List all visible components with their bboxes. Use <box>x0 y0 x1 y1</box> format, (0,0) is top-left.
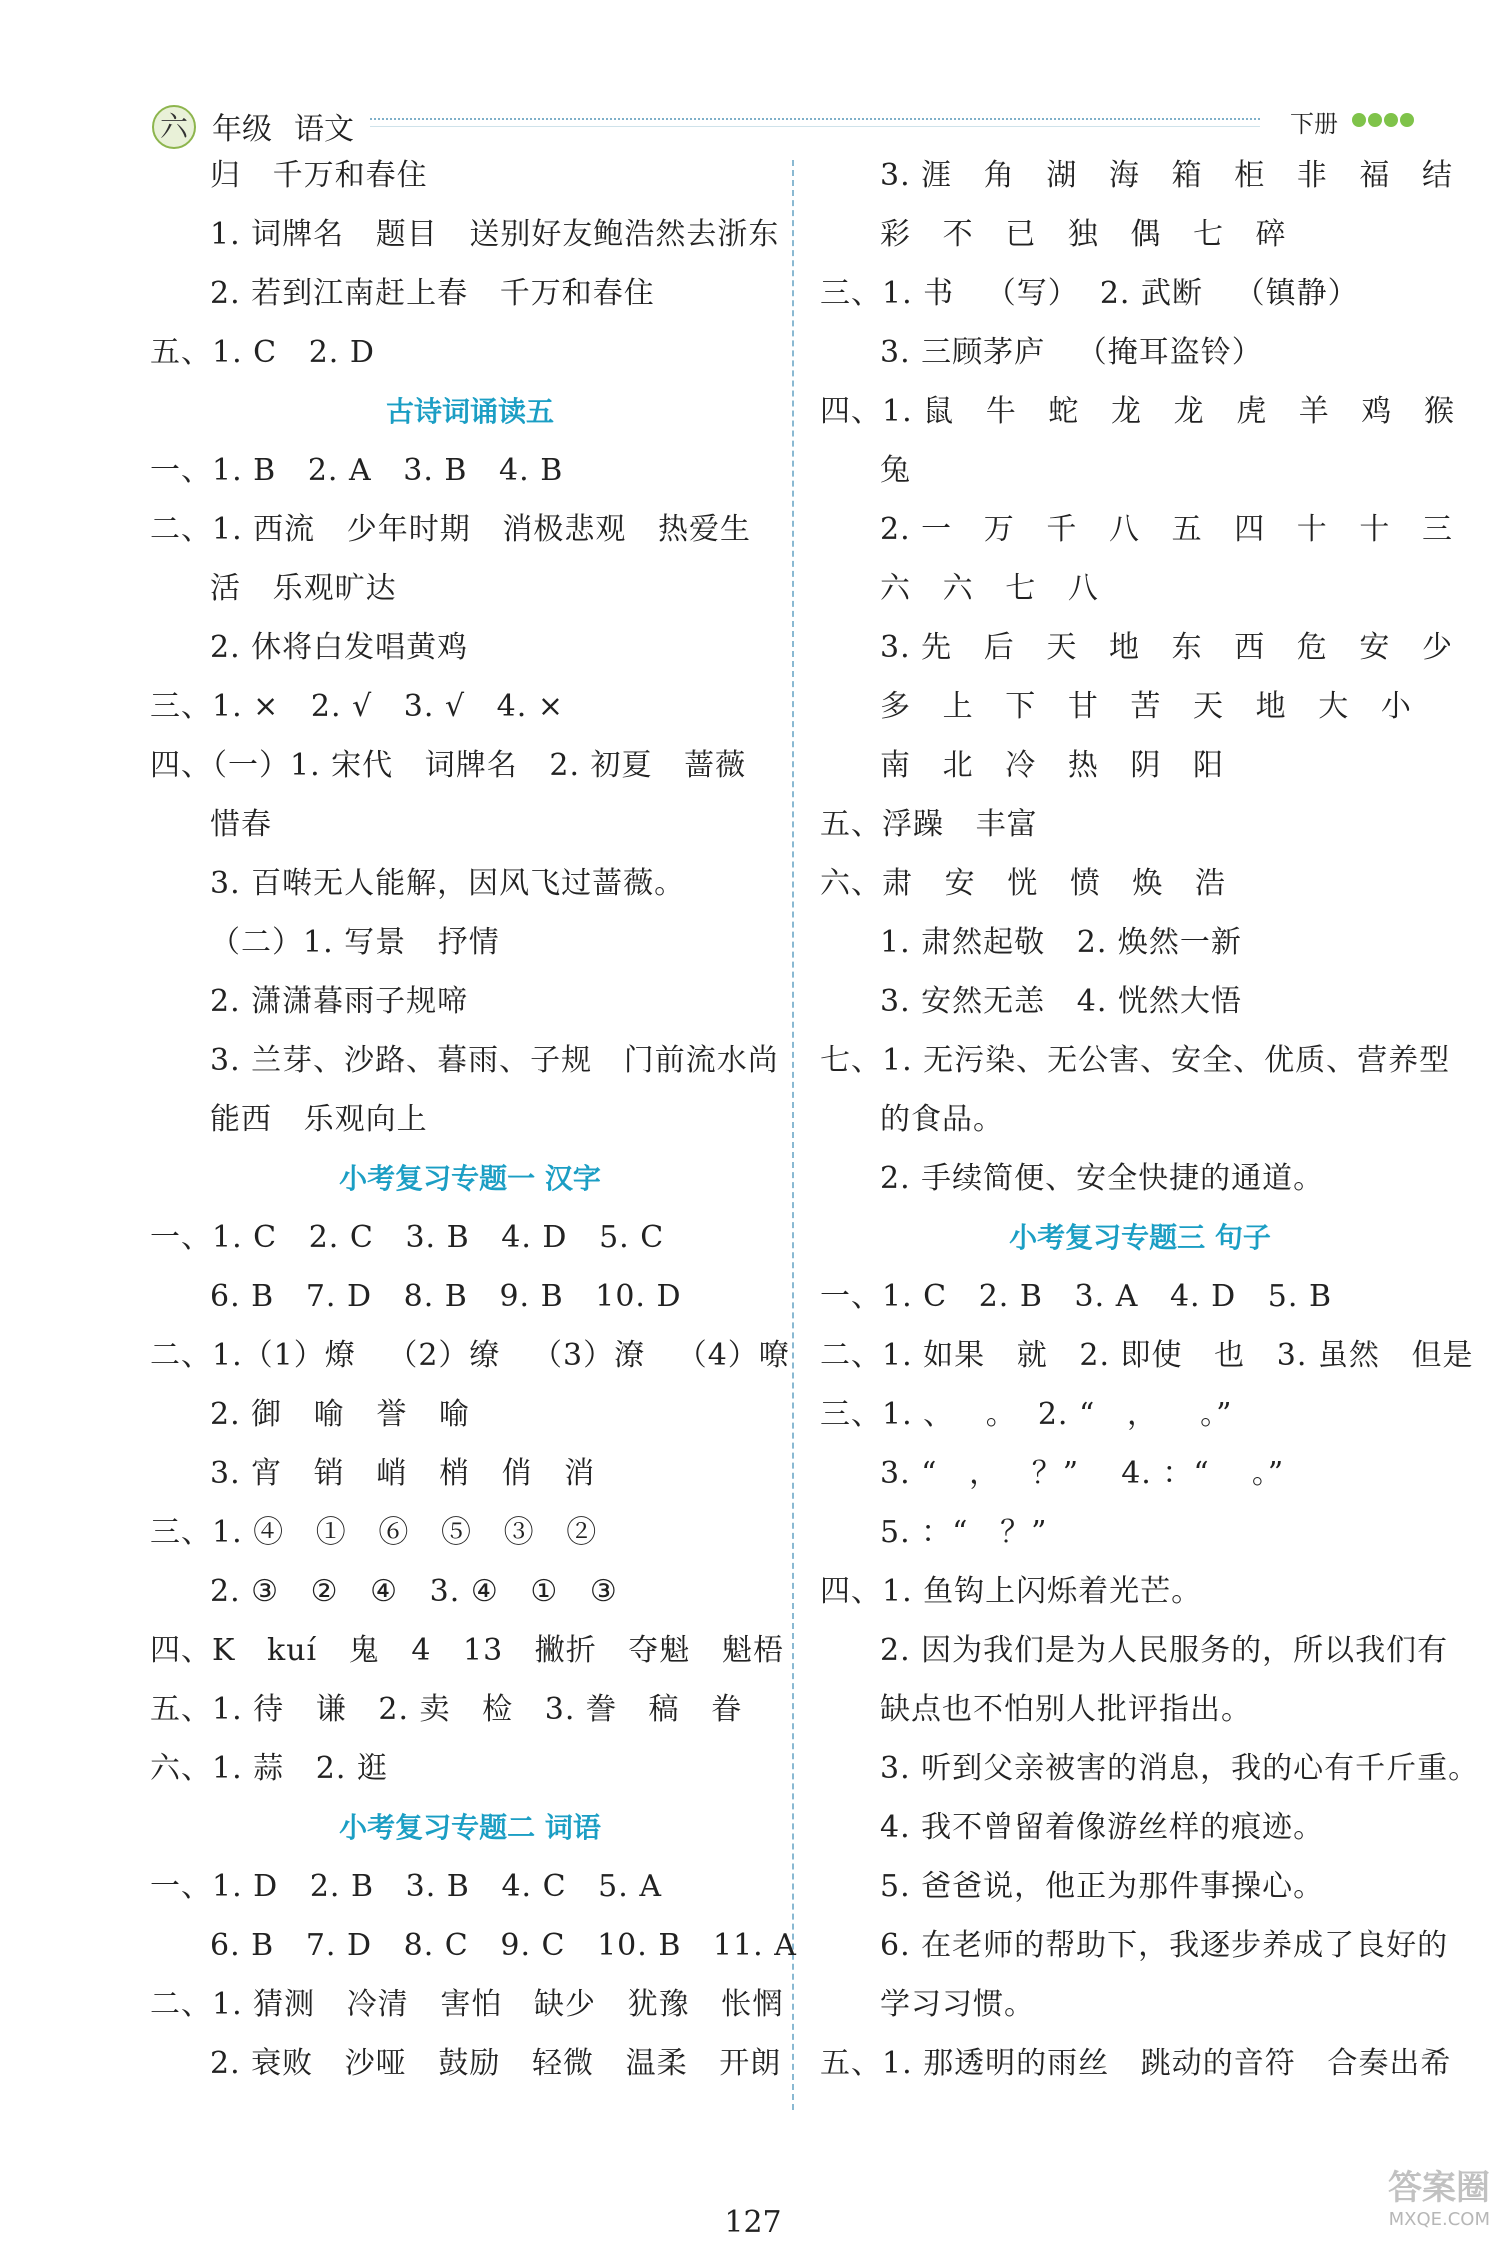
answer-line: 四、K kuí 鬼 4 13 撇折 夺魁 魁梧 <box>150 1633 785 1668</box>
answer-line: 四、1. 鼠 牛 蛇 龙 龙 虎 羊 鸡 猴 <box>820 394 1456 429</box>
answer-line: 2. 若到江南赶上春 千万和春住 <box>210 276 655 311</box>
answer-line: 兔 <box>880 453 911 488</box>
answer-line: 2. ③ ② ④ 3. ④ ① ③ <box>210 1574 618 1609</box>
answer-line: 3. 三顾茅庐 （掩耳盗铃） <box>880 335 1263 370</box>
watermark-logo <box>1270 2160 1490 2240</box>
answer-line: 二、1. 如果 就 2. 即使 也 3. 虽然 但是 <box>820 1338 1474 1373</box>
header-dot <box>1400 113 1414 127</box>
answer-line: 3. 宵 销 峭 梢 俏 消 <box>210 1456 596 1491</box>
right-column <box>820 146 1480 2093</box>
answer-line: 6. 在老师的帮助下，我逐步养成了良好的 <box>880 1928 1449 1963</box>
answer-line: 6. B 7. D 8. B 9. B 10. D <box>210 1279 682 1314</box>
subject-label: 语文 <box>294 112 354 147</box>
answer-line: 四、（一）1. 宋代 词牌名 2. 初夏 蔷薇 <box>150 748 747 783</box>
answer-line: 能西 乐观向上 <box>210 1102 428 1137</box>
answer-line: 的食品。 <box>880 1102 1004 1137</box>
answer-line: 3. 涯 角 湖 海 箱 柜 非 福 结 <box>880 158 1454 193</box>
answer-line: 二、1.（1）燎 （2）缭 （3）潦 （4）嘹 <box>150 1338 790 1373</box>
answer-line: 2. 手续简便、安全快捷的通道。 <box>880 1161 1325 1196</box>
section-heading: 古诗词诵读五 <box>385 395 554 428</box>
answer-line: 六、肃 安 恍 愤 焕 浩 <box>820 866 1227 901</box>
answer-line: 1. 肃然起敬 2. 焕然一新 <box>880 925 1242 960</box>
answer-line: 二、1. 西流 少年时期 消极悲观 热爱生 <box>150 512 751 547</box>
answer-line: 一、1. B 2. A 3. B 4. B <box>150 453 564 488</box>
answer-line: 三、1. × 2. √ 3. √ 4. × <box>150 689 564 724</box>
answer-line: 六 六 七 八 <box>880 571 1099 606</box>
answer-line: 2. 潇潇暮雨子规啼 <box>210 984 469 1019</box>
header-dot <box>1368 113 1382 127</box>
answer-line: 七、1. 无污染、无公害、安全、优质、营养型 <box>820 1043 1451 1078</box>
header-dot <box>1384 113 1398 127</box>
answer-line: 六、1. 蒜 2. 逛 <box>150 1751 388 1786</box>
answer-line: 五、浮躁 丰富 <box>820 807 1038 842</box>
answer-line: 三、1. 书 （写） 2. 武断 （镇静） <box>820 276 1359 311</box>
answer-line: 3. 兰芽、沙路、暮雨、子规 门前流水尚 <box>210 1043 779 1078</box>
header-rule-secondary <box>370 126 1260 127</box>
answer-line: 彩 不 已 独 偶 七 碎 <box>880 217 1287 252</box>
answer-line: 归 千万和春住 <box>210 158 428 193</box>
grade-badge: 六 <box>152 105 196 149</box>
answer-line: 5. ：“ ？” <box>880 1515 1048 1550</box>
answer-line: 四、1. 鱼钩上闪烁着光芒。 <box>820 1574 1203 1609</box>
header-rule <box>370 118 1260 120</box>
header-dots <box>1352 112 1416 131</box>
answer-line: 多 上 下 甘 苦 天 地 大 小 <box>880 689 1412 724</box>
answer-line: 3. “ ， ？” 4. ：“ 。” <box>880 1456 1285 1491</box>
left-column <box>150 146 797 2093</box>
answer-line: 惜春 <box>210 807 272 842</box>
page-number: 127 <box>724 2205 782 2240</box>
answer-line: 一、1. C 2. B 3. A 4. D 5. B <box>820 1279 1332 1314</box>
answer-line: 三、1. ④ ① ⑥ ⑤ ③ ② <box>150 1515 598 1550</box>
header-dot <box>1352 113 1366 127</box>
watermark-url: MXQE.COM <box>1388 2209 1490 2230</box>
grade-label: 年级 <box>212 112 272 147</box>
answer-line: 三、1. 、 。 2. “ ， 。” <box>820 1397 1233 1432</box>
answer-line: 3. 先 后 天 地 东 西 危 安 少 <box>880 630 1454 665</box>
answer-line: 1. 词牌名 题目 送别好友鲍浩然去浙东 <box>210 217 780 252</box>
answer-line: 南 北 冷 热 阴 阳 <box>880 748 1225 783</box>
answer-line: 4. 我不曾留着像游丝样的痕迹。 <box>880 1810 1325 1845</box>
answer-line: 一、1. C 2. C 3. B 4. D 5. C <box>150 1220 665 1255</box>
answer-line: 3. 百啭无人能解，因风飞过蔷薇。 <box>210 866 686 901</box>
answer-line: 学习习惯。 <box>880 1987 1035 2022</box>
answer-line: 2. 一 万 千 八 五 四 十 十 三 <box>880 512 1454 547</box>
page-header <box>0 0 1506 150</box>
answer-line: 2. 因为我们是为人民服务的，所以我们有 <box>880 1633 1449 1668</box>
answer-line: （二）1. 写景 抒情 <box>210 925 500 960</box>
section-heading: 小考复习专题二 词语 <box>339 1811 601 1844</box>
answer-line: 6. B 7. D 8. C 9. C 10. B 11. A <box>210 1928 797 1963</box>
header-title <box>212 104 376 148</box>
section-heading: 小考复习专题一 汉字 <box>339 1162 601 1195</box>
answer-line: 活 乐观旷达 <box>210 571 397 606</box>
answer-line: 五、1. C 2. D <box>150 335 375 370</box>
answer-line: 二、1. 猜测 冷清 害怕 缺少 犹豫 怅惘 <box>150 1987 784 2022</box>
answer-line: 2. 御 喻 誉 喻 <box>210 1397 470 1432</box>
section-heading: 小考复习专题三 句子 <box>1009 1221 1271 1254</box>
answer-line: 一、1. D 2. B 3. B 4. C 5. A <box>150 1869 662 1904</box>
answer-line: 3. 听到父亲被害的消息，我的心有千斤重。 <box>880 1751 1480 1786</box>
column-divider <box>792 160 794 2110</box>
answer-line: 五、1. 那透明的雨丝 跳动的音符 合奏出希 <box>820 2046 1452 2081</box>
volume-label: 下册 <box>1290 110 1338 138</box>
answer-line: 2. 衰败 沙哑 鼓励 轻微 温柔 开朗 <box>210 2046 782 2081</box>
answer-line: 缺点也不怕别人批评指出。 <box>880 1692 1252 1727</box>
answer-line: 五、1. 待 谦 2. 卖 检 3. 誊 稿 眷 <box>150 1692 743 1727</box>
watermark-title: 答案圈 <box>1388 2168 1490 2208</box>
answer-line: 5. 爸爸说，他正为那件事操心。 <box>880 1869 1325 1904</box>
answer-line: 2. 休将白发唱黄鸡 <box>210 630 469 665</box>
answer-line: 3. 安然无恙 4. 恍然大悟 <box>880 984 1242 1019</box>
